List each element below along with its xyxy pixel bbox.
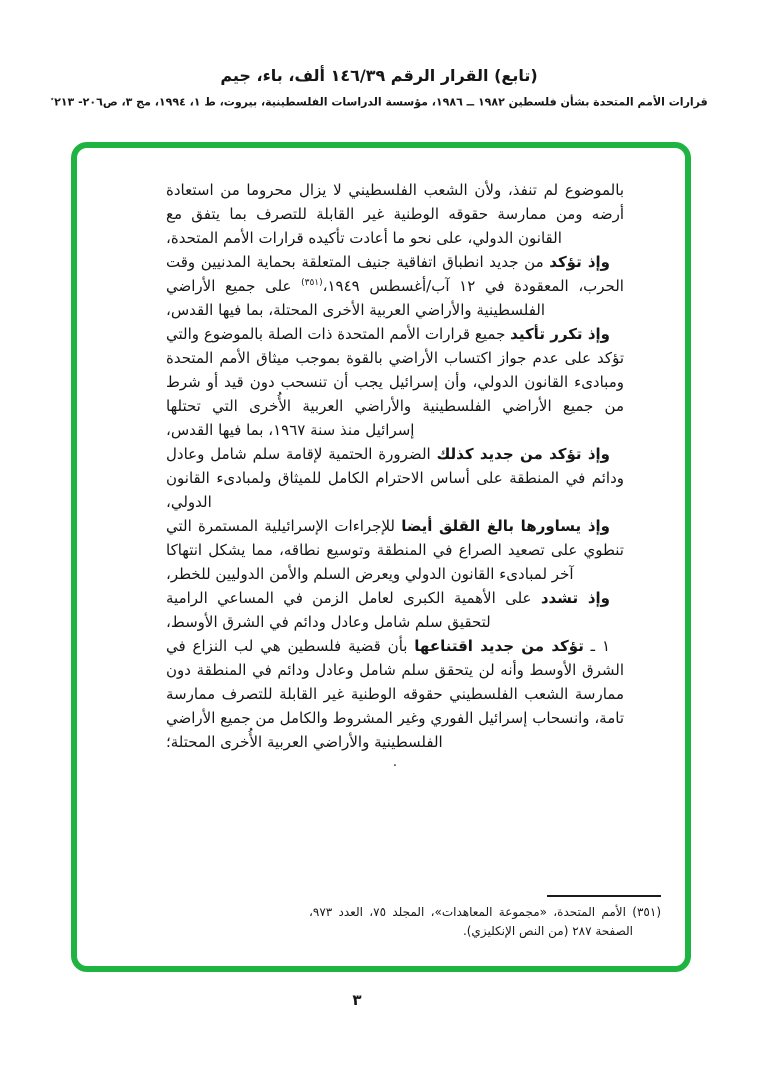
footnote-lines — [309, 903, 661, 941]
bold-lead-text: وإذ يساورها بالغ القلق أيضا — [401, 517, 610, 535]
footnote-reference: (٣٥١) — [301, 278, 323, 288]
paragraph — [166, 634, 624, 754]
body-text: من جديد انطباق اتفاقية جنيف المتعلقة بحماية المدنيين وقت الحرب، المعقودة في ١٢ آب/أغسطس ١٩٤٩، — [166, 253, 624, 295]
body-text: جميع قرارات الأمم المتحدة ذات الصلة بالموضوع والتي تؤكد على عدم جواز اكتساب الأراضي بالقوة بموجب ميثاق الأمم المتحدة ومبادىء القانون الدولي، وأن إسرائيل يجب أن تنسحب دون قيد أو شرط من جميع الأراضي الفلسطينية والأراضي العربية الأُخرى التي تحتلها إسرائيل منذ سنة ١٩٦٧، بما فيها القدس، — [166, 325, 624, 439]
bold-lead-text: وإذ تؤكد من جديد كذلك — [436, 445, 610, 463]
body-text: الضرورة الحتمية لإقامة سلم شامل وعادل ودائم في المنطقة على أساس الاحترام الكامل للميثاق ولمبادىء القانون الدولي، — [166, 445, 624, 511]
body-text: على الأهمية الكبرى لعامل الزمن في المساعي الرامية لتحقيق سلم شامل وعادل ودائم في الشرق الأوسط، — [166, 589, 541, 631]
document-title: (تابع) القرار الرقم ١٤٦/٣٩ ألف، باء، جيم — [220, 66, 538, 85]
paragraph — [166, 514, 624, 586]
bold-lead-text: تؤكد من جديد اقتناعها — [414, 637, 584, 655]
body-text: بأن قضية فلسطين هي لب النزاع في الشرق الأوسط وأنه لن يتحقق سلم شامل وعادل ودائم في المنطقة دون ممارسة الشعب الفلسطيني حقوقه الوطنية غير القابلة للتصرف ممارسة تامة، وانسحاب إسرائيل الفوري وغير المشروط والكامل من جميع الأراضي الفلسطينية والأراضي العربية الأُخرى المحتلة؛ — [166, 637, 624, 751]
footnote-line: (٣٥١) الأمم المتحدة، «مجموعة المعاهدات»، المجلد ٧٥، العدد ٩٧٣، — [309, 905, 661, 919]
page-header — [0, 66, 758, 109]
bold-lead-text: وإذ تؤكد — [549, 253, 610, 271]
paragraph — [166, 250, 624, 322]
body-text: على جميع الأراضي الفلسطينية والأراضي العربية الأخرى المحتلة، بما فيها القدس، — [166, 277, 546, 319]
paragraph — [166, 442, 624, 514]
footnote-block — [309, 895, 661, 941]
highlight-frame-border — [71, 142, 691, 972]
paragraph — [166, 586, 624, 634]
bold-lead-text: وإذ تشدد — [540, 589, 610, 607]
subtitle-text: قرارات الأمم المتحدة بشأن فلسطين ١٩٨٢ ــ ١٩٨٦، مؤسسة الدراسات الفلسطينية، بيروت، ط ١، ١٩٩٤، مج ٣، ص٢٠٦- ٢١٣ — [54, 95, 708, 109]
page-number: ٣ — [352, 991, 362, 1009]
subtitle-footnote-mark: ٭ — [50, 95, 55, 103]
footnote-separator-rule — [547, 895, 661, 897]
footnote-line: الصفحة ٢٨٧ (من النص الإنكليزي). — [462, 924, 633, 938]
paragraph — [166, 178, 624, 250]
end-mark: . — [392, 755, 398, 770]
body-text: بالموضوع لم تنفذ، ولأن الشعب الفلسطيني لا يزال محروما من استعادة أرضه ومن ممارسة حقوقه الوطنية غير القابلة للتصرف بما يتفق مع القانون الدولي، على نحو ما أعادت تأكيده قرارات الأمم المتحدة، — [166, 181, 624, 247]
body-text: للإجراءات الإسرائيلية المستمرة التي تنطوي على تصعيد الصراع في المنطقة وتوسيع نطاقه، مما يشكل انتهاكا آخر لمبادىء القانون الدولي ويعرض السلم والأمن الدوليين للخطر، — [166, 517, 624, 583]
body-text: ١ ـ — [583, 637, 610, 655]
bold-lead-text: وإذ تكرر تأكيد — [510, 325, 610, 343]
document-subtitle — [0, 95, 758, 109]
paragraph — [166, 322, 624, 442]
body-paragraphs — [166, 178, 624, 770]
